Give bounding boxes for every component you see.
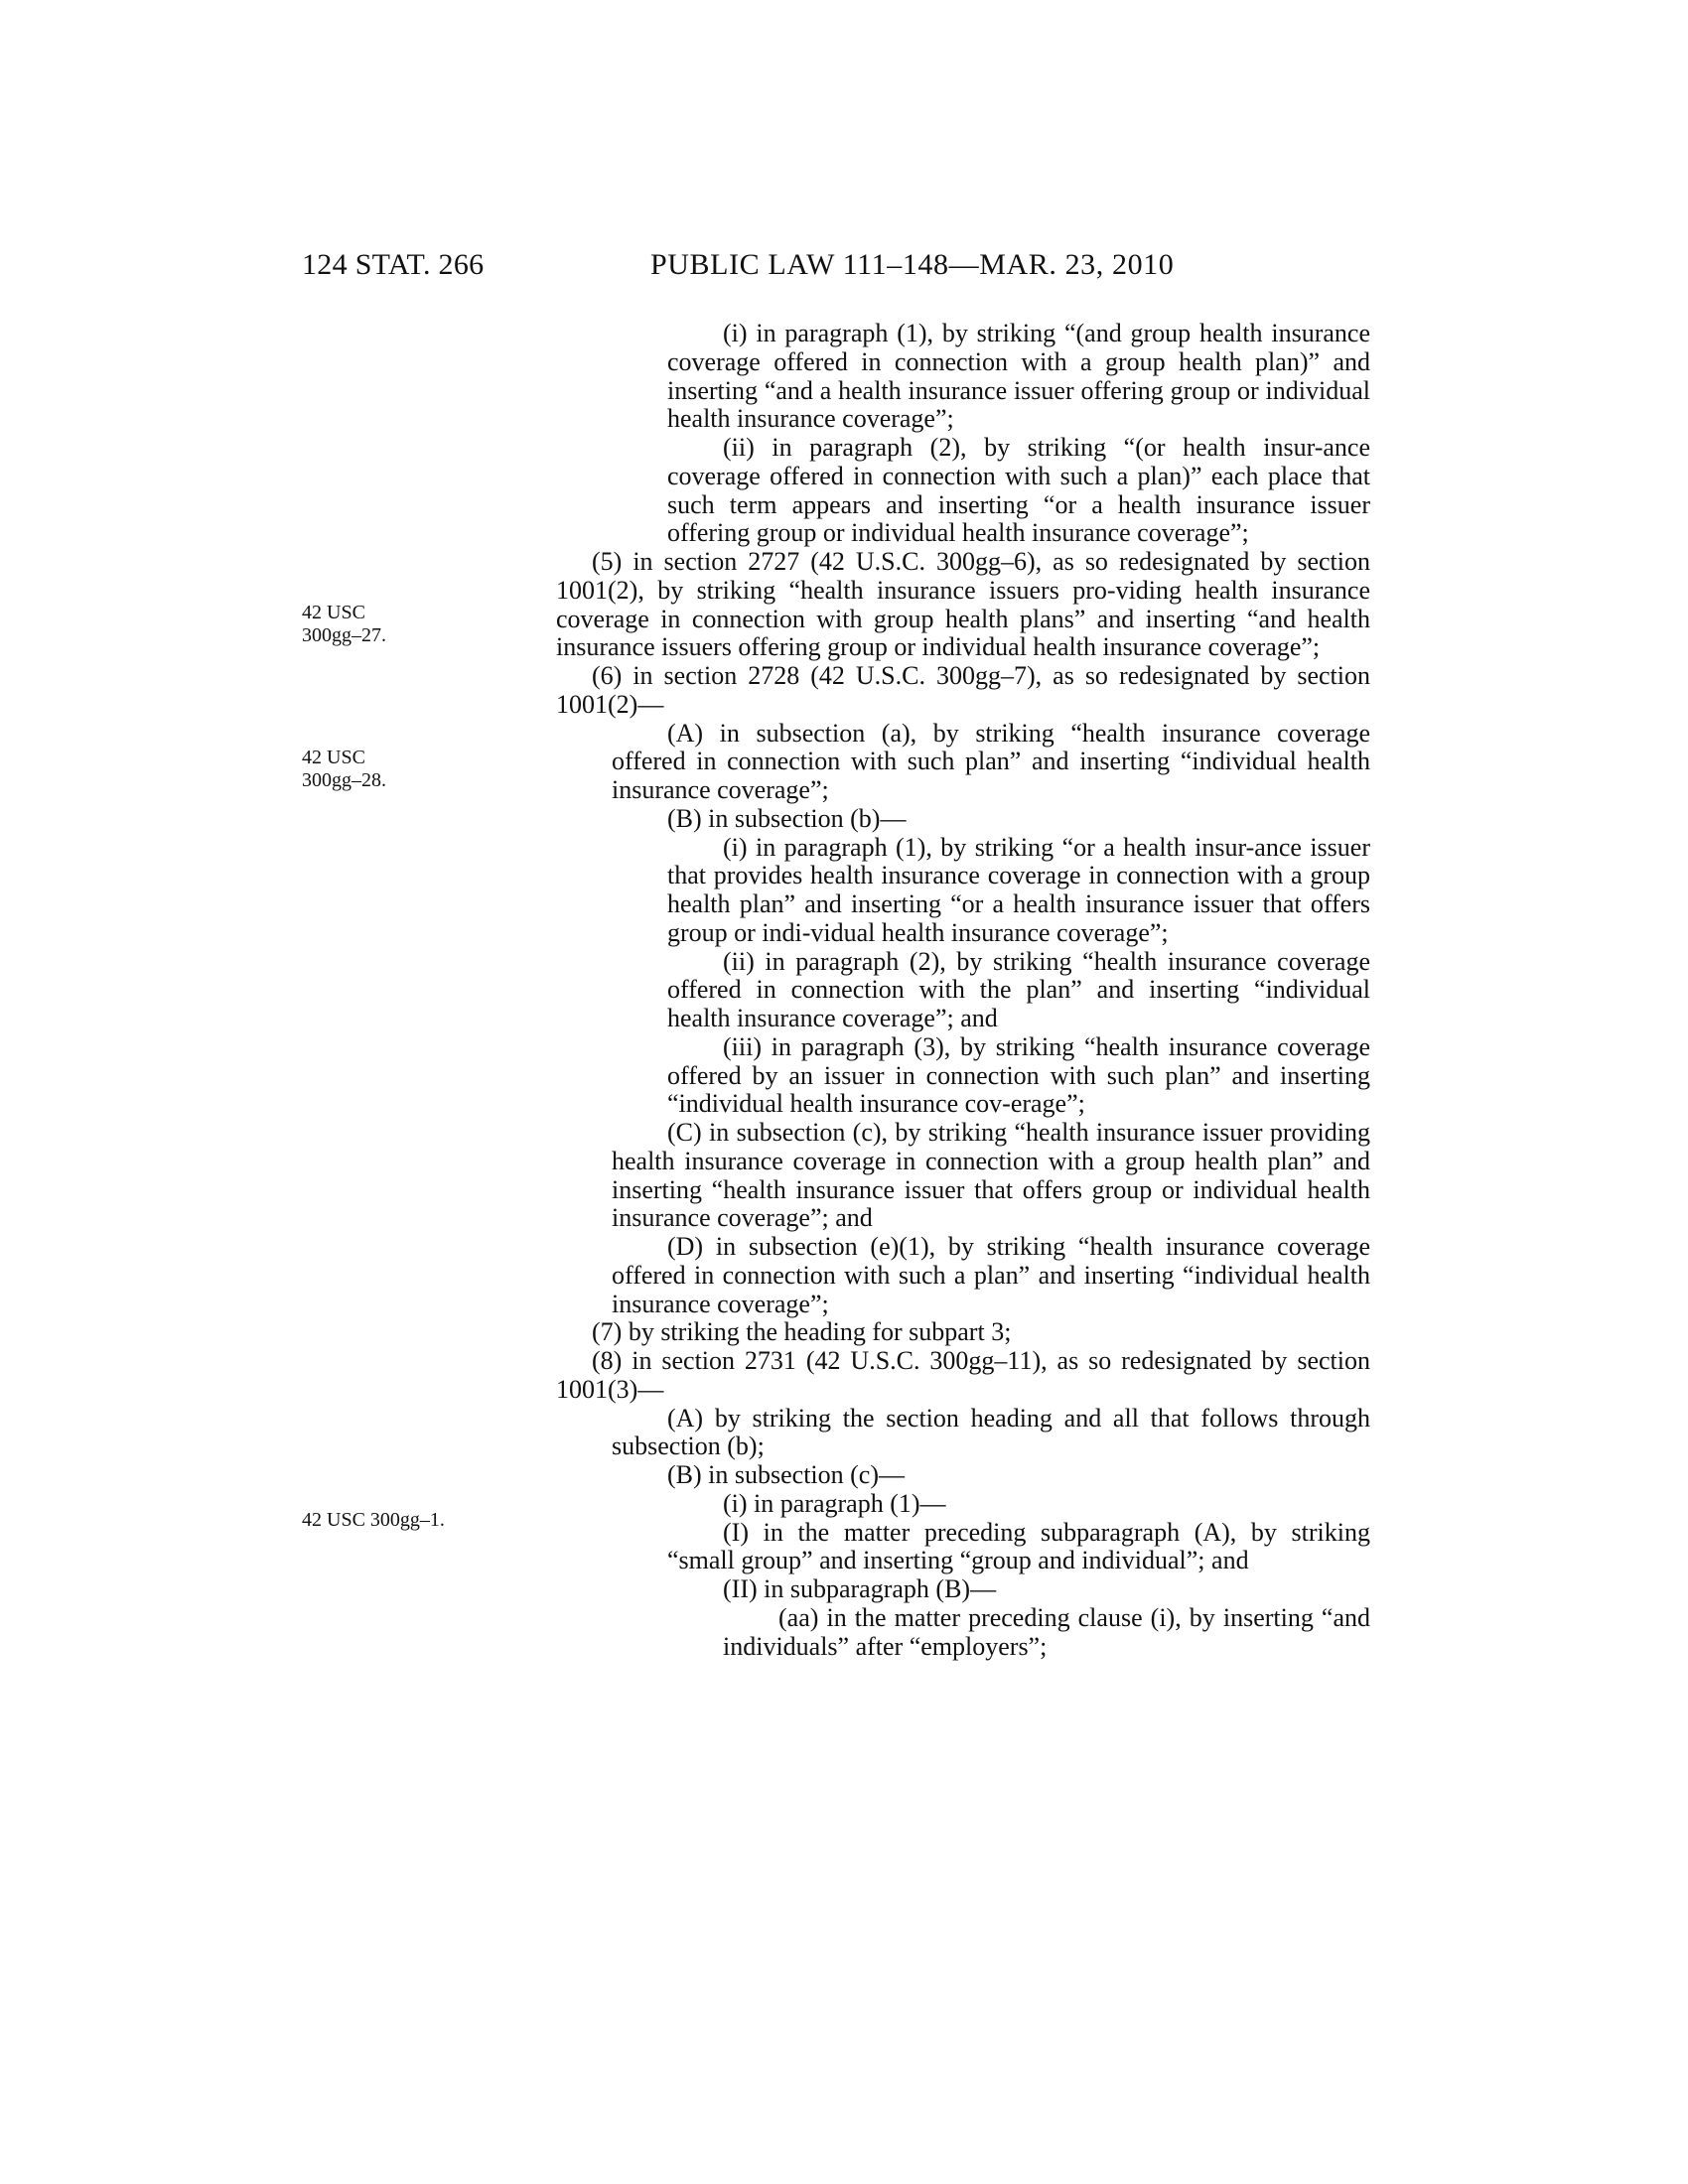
amendment-paragraph: (i) in paragraph (1), by striking “or a health insur-ance issuer that provides health insurance coverage in connection with a group health plan” and inserting “or a health insurance issuer that offers group or indi-vidual health insurance coverage”; — [667, 832, 1370, 947]
amendment-paragraph: (B) in subsection (c)— — [667, 1460, 906, 1489]
amendment-paragraph: (C) in subsection (c), by striking “health insurance issuer providing health insurance coverage in connection with a group health plan” and inserting “health insurance issuer that offers group or individual health insurance coverage”; and — [612, 1118, 1370, 1233]
amendment-paragraph: (5) in section 2727 (42 U.S.C. 300gg–6), as so redesignated by section 1001(2), by striking “health insurance issuers pro-viding health insurance coverage in connection with group health plans” and inserting “and health insurance issuers offering group or individual health insurance coverage”; — [556, 547, 1370, 662]
statute-page-reference: 124 STAT. 266 — [302, 248, 485, 281]
margin-note-line: 300gg–27. — [302, 624, 386, 646]
margin-note-citation — [302, 1509, 540, 1532]
margin-note-line: 300gg–28. — [302, 769, 386, 791]
running-head-law-title: PUBLIC LAW 111–148—MAR. 23, 2010 — [650, 248, 1175, 281]
amendment-paragraph: (B) in subsection (b)— — [667, 803, 907, 833]
amendment-paragraph: (II) in subparagraph (B)— — [723, 1574, 997, 1603]
margin-note-line: 42 USC — [302, 602, 365, 623]
amendment-paragraph: (D) in subsection (e)(1), by striking “health insurance coverage offered in connection with such a plan” and inserting “individual health insurance coverage”; — [612, 1232, 1370, 1318]
statute-body — [556, 320, 1370, 1661]
amendment-paragraph: (aa) in the matter preceding clause (i), by inserting “and individuals” after “employers”; — [723, 1602, 1370, 1661]
amendment-paragraph: (ii) in paragraph (2), by striking “health insurance coverage offered in connection with the plan” and inserting “individual health insurance coverage”; and — [667, 946, 1370, 1032]
amendment-paragraph: (i) in paragraph (1)— — [723, 1488, 946, 1518]
amendment-paragraph: (8) in section 2731 (42 U.S.C. 300gg–11), as so redesignated by section 1001(3)— — [556, 1346, 1370, 1404]
amendment-paragraph: (7) by striking the heading for subpart 3; — [592, 1317, 1012, 1347]
amendment-paragraph: (ii) in paragraph (2), by striking “(or health insur-ance coverage offered in connection with such a plan)” each place that such term appears and inserting “or a health insurance issuer offering group or individual health insurance coverage”; — [667, 433, 1370, 548]
margin-note-citation — [302, 602, 540, 647]
amendment-paragraph: (6) in section 2728 (42 U.S.C. 300gg–7), as so redesignated by section 1001(2)— — [556, 661, 1370, 719]
margin-note-citation — [302, 747, 540, 792]
amendment-paragraph: (A) in subsection (a), by striking “health insurance coverage offered in connection with such plan” and inserting “individual health insurance coverage”; — [612, 718, 1370, 804]
amendment-paragraph: (i) in paragraph (1), by striking “(and group health insurance coverage offered in connection with a group health plan)” and inserting “and a health insurance issuer offering group or individual health insurance coverage”; — [667, 319, 1370, 434]
amendment-paragraph: (A) by striking the section heading and all that follows through subsection (b); — [612, 1403, 1370, 1461]
amendment-paragraph: (iii) in paragraph (3), by striking “health insurance coverage offered by an issuer in connection with such plan” and inserting “individual health insurance cov-erage”; — [667, 1031, 1370, 1119]
margin-note-line: 42 USC — [302, 747, 365, 768]
page-header — [0, 248, 1688, 288]
amendment-paragraph: (I) in the matter preceding subparagraph (A), by striking “small group” and inserting “group and individual”; and — [667, 1517, 1370, 1575]
margin-note-line: 42 USC 300gg–1. — [302, 1509, 445, 1531]
